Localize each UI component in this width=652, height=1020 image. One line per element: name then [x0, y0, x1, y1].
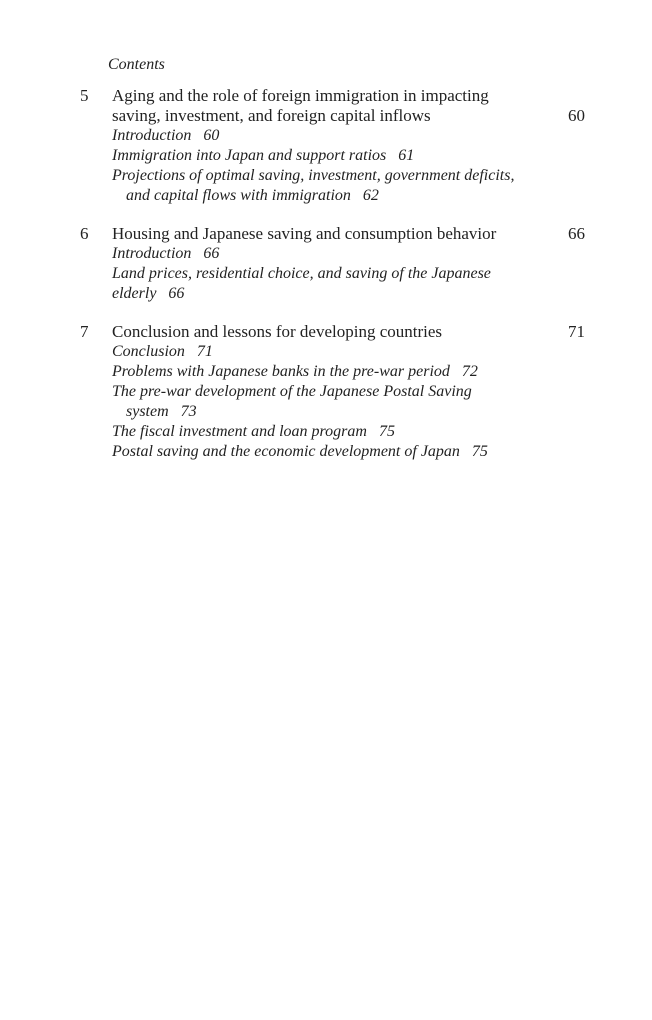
section-title: Immigration into Japan and support ratios [112, 147, 387, 164]
section-title: Land prices, residential choice, and saving of the Japanese elderly [112, 265, 491, 302]
chapter-sections [112, 244, 532, 304]
chapter-page: 71 [568, 322, 585, 341]
toc-section[interactable] [112, 264, 532, 304]
toc-section[interactable] [112, 382, 532, 422]
section-page: 73 [180, 403, 197, 420]
toc-section[interactable] [112, 166, 532, 206]
toc-chapter-5 [80, 86, 585, 206]
chapter-title: Aging and the role of foreign immigration in impacting saving, investment, and foreign capital inflows [112, 86, 489, 125]
chapter-heading[interactable] [80, 322, 585, 342]
toc-section[interactable] [112, 362, 532, 382]
section-page: 66 [203, 245, 220, 262]
section-title: The fiscal investment and loan program [112, 423, 367, 440]
section-title: Introduction [112, 245, 192, 262]
section-title: Postal saving and the economic development of Japan [112, 443, 460, 460]
section-title: Conclusion [112, 343, 185, 360]
section-page: 72 [461, 363, 478, 380]
chapter-number: 7 [80, 322, 89, 341]
section-page: 66 [168, 285, 185, 302]
toc-section[interactable] [112, 422, 532, 442]
section-title: Problems with Japanese banks in the pre-war period [112, 363, 450, 380]
toc-list [80, 86, 585, 480]
section-page: 71 [196, 343, 213, 360]
toc-chapter-6 [80, 224, 585, 304]
section-title: Introduction [112, 127, 192, 144]
chapter-number: 5 [80, 86, 89, 105]
section-title: The pre-war development of the Japanese Postal Saving system [112, 383, 472, 420]
chapter-sections [112, 342, 532, 462]
toc-section[interactable] [112, 146, 532, 166]
chapter-title: Housing and Japanese saving and consumption behavior [112, 224, 497, 243]
section-page: 61 [398, 147, 415, 164]
section-page: 62 [362, 187, 379, 204]
section-title: Projections of optimal saving, investment, government deficits, and capital flows with immigration [112, 167, 515, 204]
chapter-sections [112, 126, 532, 206]
toc-section[interactable] [112, 342, 532, 362]
chapter-title: Conclusion and lessons for developing countries [112, 322, 443, 341]
toc-section[interactable] [112, 244, 532, 264]
toc-section[interactable] [112, 442, 532, 462]
chapter-number: 6 [80, 224, 89, 243]
running-head: Contents [108, 56, 165, 73]
chapter-heading[interactable] [80, 224, 585, 244]
section-page: 75 [471, 443, 488, 460]
chapter-page: 60 [568, 106, 585, 125]
chapter-heading[interactable] [80, 86, 585, 126]
toc-section[interactable] [112, 126, 532, 146]
section-page: 75 [378, 423, 395, 440]
toc-chapter-7 [80, 322, 585, 462]
chapter-page: 66 [568, 224, 585, 243]
section-page: 60 [203, 127, 220, 144]
